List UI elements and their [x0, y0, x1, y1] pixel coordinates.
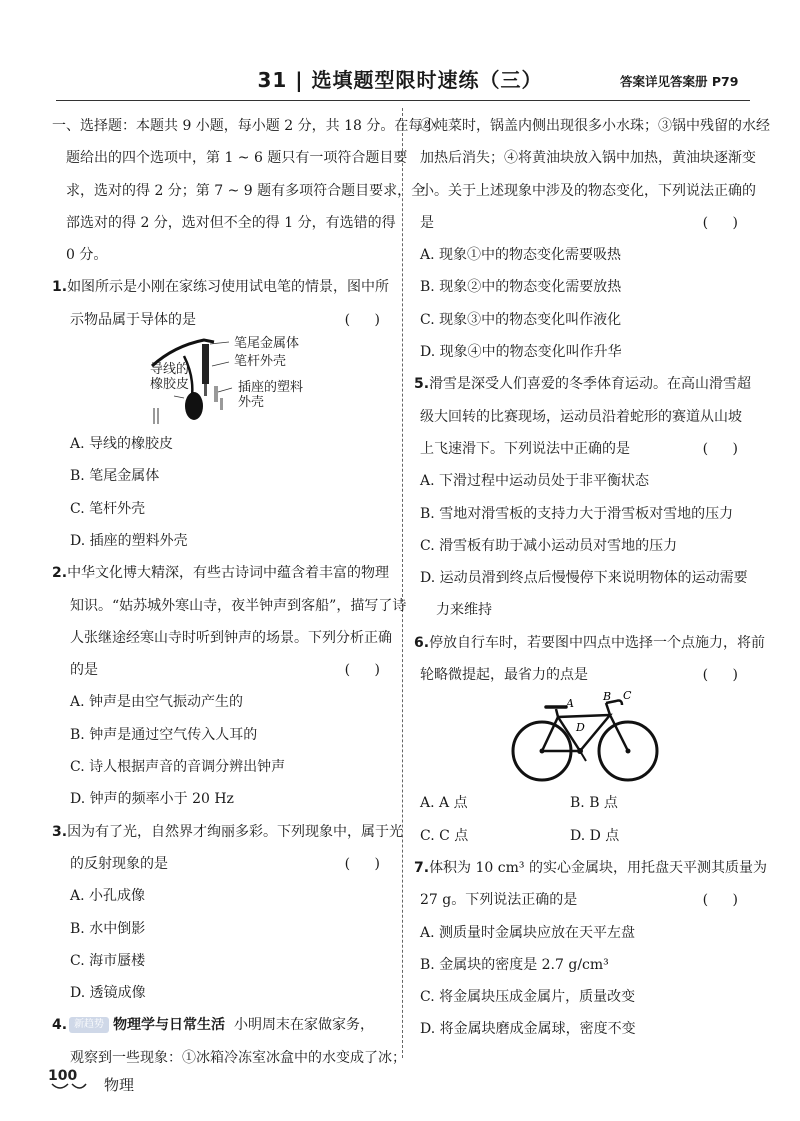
left-column — [52, 110, 437, 1074]
topic-label: 物理学与日常生活 — [113, 1017, 226, 1034]
point-label-d: D — [576, 721, 585, 735]
question-1 — [52, 271, 394, 303]
question-text-line — [414, 884, 752, 916]
question-text-line — [414, 659, 752, 691]
question-5 — [414, 368, 752, 400]
option[interactable]: B. B 点 — [570, 795, 618, 812]
option[interactable]: A. 下滑过程中运动员处于非平衡状态 — [420, 473, 650, 490]
option[interactable]: A. 小孔成像 — [70, 888, 146, 905]
question-text-line — [414, 433, 752, 465]
option[interactable]: A. 导线的橡胶皮 — [70, 436, 174, 453]
question-number: 5. — [414, 376, 430, 393]
new-trend-badge: 新趋势 — [69, 1017, 109, 1033]
column-divider — [402, 108, 403, 1058]
option[interactable]: A. 测质量时金属块应放在天平左盘 — [420, 924, 636, 941]
option[interactable]: D. 钟声的频率小于 20 Hz — [70, 791, 234, 808]
question-text: 滑雪是深受人们喜爱的冬季体育运动。在高山滑雪超 — [429, 376, 752, 393]
question-text: 小明周末在家做家务， — [233, 1017, 374, 1034]
section-instruction-line: 部选对的得 2 分，选对但不全的得 1 分，有选错的得 — [66, 214, 396, 231]
point-label-a: A — [566, 697, 574, 711]
option[interactable]: B. 雪地对滑雪板的支持力大于滑雪板对雪地的压力 — [420, 505, 734, 522]
question-number: 1. — [52, 279, 68, 296]
question-text-line — [52, 654, 394, 686]
question-text-line: 加热后消失；④将黄油块放入锅中加热，黄油块逐渐变 — [420, 150, 756, 167]
option[interactable]: B. 水中倒影 — [70, 920, 146, 937]
question-number: 2. — [52, 565, 68, 582]
option[interactable]: A. A 点 — [420, 795, 468, 812]
question-text-line: ②炖菜时，锅盖内侧出现很多小水珠；③锅中残留的水经 — [420, 118, 770, 134]
answer-parentheses: ( ) — [702, 440, 748, 457]
option[interactable]: B. 钟声是通过空气传入人耳的 — [70, 726, 258, 743]
question-6 — [414, 627, 766, 659]
question-number: 7. — [414, 859, 430, 876]
question-3 — [52, 816, 404, 848]
option[interactable]: C. 将金属块压成金属片，质量改变 — [420, 989, 636, 1006]
header-divider — [56, 100, 750, 101]
answer-parentheses: ( ) — [344, 311, 390, 328]
question-text-line: 人张继途经寒山寺时听到钟声的场景。下列分析正确 — [70, 629, 392, 646]
label-pen-barrel: 笔杆外壳 — [234, 354, 287, 370]
question-text: 上飞速滑下。下列说法中正确的是 — [420, 440, 630, 457]
label-pen-tail: 笔尾金属体 — [234, 336, 300, 352]
option[interactable]: D. 插座的塑料外壳 — [70, 532, 188, 549]
option[interactable]: D. D 点 — [570, 827, 620, 844]
section-instruction-line: 求，选对的得 2 分；第 7 ~ 9 题有多项符合题目要求，全 — [66, 182, 426, 199]
logo-text: 100 — [48, 1068, 78, 1084]
section-instruction-line: 一、选择题：本题共 9 小题，每小题 2 分，共 18 分。在每小 — [52, 118, 437, 134]
question-text-line — [52, 848, 394, 880]
question-text: 示物品属于导体的是 — [70, 311, 196, 328]
option[interactable]: C. 滑雪板有助于减小运动员对雪地的压力 — [420, 537, 678, 554]
question-number: 4. — [52, 1017, 68, 1034]
answer-parentheses: ( ) — [702, 667, 748, 684]
question-text-line: 知识。“姑苏城外寒山寺，夜半钟声到客船”，描写了诗 — [70, 597, 407, 614]
answer-parentheses: ( ) — [702, 892, 748, 909]
point-label-c: C — [623, 691, 632, 703]
option[interactable]: C. 现象③中的物态变化叫作液化 — [420, 311, 622, 328]
option-continuation: 力来维持 — [436, 602, 492, 619]
question-7 — [414, 852, 767, 884]
question-number: 6. — [414, 634, 430, 651]
question-text: 停放自行车时，若要图中四点中选择一个点施力，将前 — [429, 634, 766, 651]
question-number: 3. — [52, 823, 68, 840]
option[interactable]: A. 现象①中的物态变化需要吸热 — [420, 247, 622, 264]
option[interactable]: C. 海市蜃楼 — [70, 952, 146, 969]
option[interactable]: D. 运动员滑到终点后慢慢停下来说明物体的运动需要 — [420, 570, 748, 587]
bicycle-figure — [414, 691, 752, 787]
question-text-line — [414, 207, 752, 239]
question-2 — [52, 557, 394, 589]
option[interactable]: C. C 点 — [420, 827, 469, 844]
section-instruction-line: 题给出的四个选项中，第 1 ~ 6 题只有一项符合题目要 — [66, 150, 408, 167]
option[interactable]: D. 现象④中的物态变化叫作升华 — [420, 344, 622, 361]
question-text-line: 观察到一些现象：①冰箱冷冻室冰盒中的水变成了冰； — [70, 1049, 406, 1066]
option[interactable]: B. 现象②中的物态变化需要放热 — [420, 279, 622, 296]
answer-parentheses: ( ) — [702, 214, 748, 231]
question-text: 的反射现象的是 — [70, 855, 168, 872]
question-text: 因为有了光，自然界才绚丽多彩。下列现象中，属于光 — [67, 823, 404, 840]
label-wire-insulation: 导线的 橡胶皮 — [150, 362, 190, 393]
option[interactable]: C. 诗人根据声音的音调分辨出钟声 — [70, 759, 286, 776]
section-instruction-line: 0 分。 — [66, 247, 108, 264]
option[interactable]: C. 笔杆外壳 — [70, 500, 146, 517]
question-text: 的是 — [70, 662, 98, 679]
question-text-line — [52, 304, 394, 336]
answer-parentheses: ( ) — [344, 662, 390, 679]
test-pen-figure — [52, 336, 394, 428]
question-text-line: 小。关于上述现象中涉及的物态变化，下列说法正确的 — [420, 182, 756, 199]
point-label-b: B — [603, 691, 612, 704]
page-title: 31 | 选填题型限时速练（三） — [257, 68, 543, 92]
option[interactable]: B. 笔尾金属体 — [70, 468, 160, 485]
question-text: 如图所示是小刚在家练习使用试电笔的情景，图中所 — [67, 279, 390, 296]
label-socket-shell: 插座的塑料 外壳 — [238, 380, 304, 411]
question-text: 27 g。下列说法正确的是 — [420, 892, 578, 909]
option[interactable]: A. 钟声是由空气振动产生的 — [70, 694, 244, 711]
publisher-logo-icon — [46, 1066, 94, 1096]
option[interactable]: D. 透镜成像 — [70, 985, 146, 1002]
option[interactable]: D. 将金属块磨成金属球，密度不变 — [420, 1021, 636, 1038]
question-text: 体积为 10 cm³ 的实心金属块，用托盘天平测其质量为 — [429, 859, 767, 876]
question-text: 中华文化博大精深，有些古诗词中蕴含着丰富的物理 — [67, 565, 390, 582]
bicycle-illustration — [510, 691, 660, 785]
answer-reference: 答案详见答案册 P79 — [620, 74, 739, 89]
option-row — [414, 787, 752, 819]
question-4 — [52, 1009, 394, 1041]
option-row — [414, 820, 752, 852]
right-column — [414, 110, 770, 1046]
option[interactable]: B. 金属块的密度是 2.7 g/cm³ — [420, 956, 609, 973]
answer-parentheses: ( ) — [344, 855, 390, 872]
question-text: 是 — [420, 214, 434, 231]
question-text-line: 级大回转的比赛现场，运动员沿着蛇形的赛道从山坡 — [420, 408, 742, 425]
question-text: 轮略微提起，最省力的点是 — [420, 667, 588, 684]
footer-subject: 物理 — [104, 1076, 135, 1094]
